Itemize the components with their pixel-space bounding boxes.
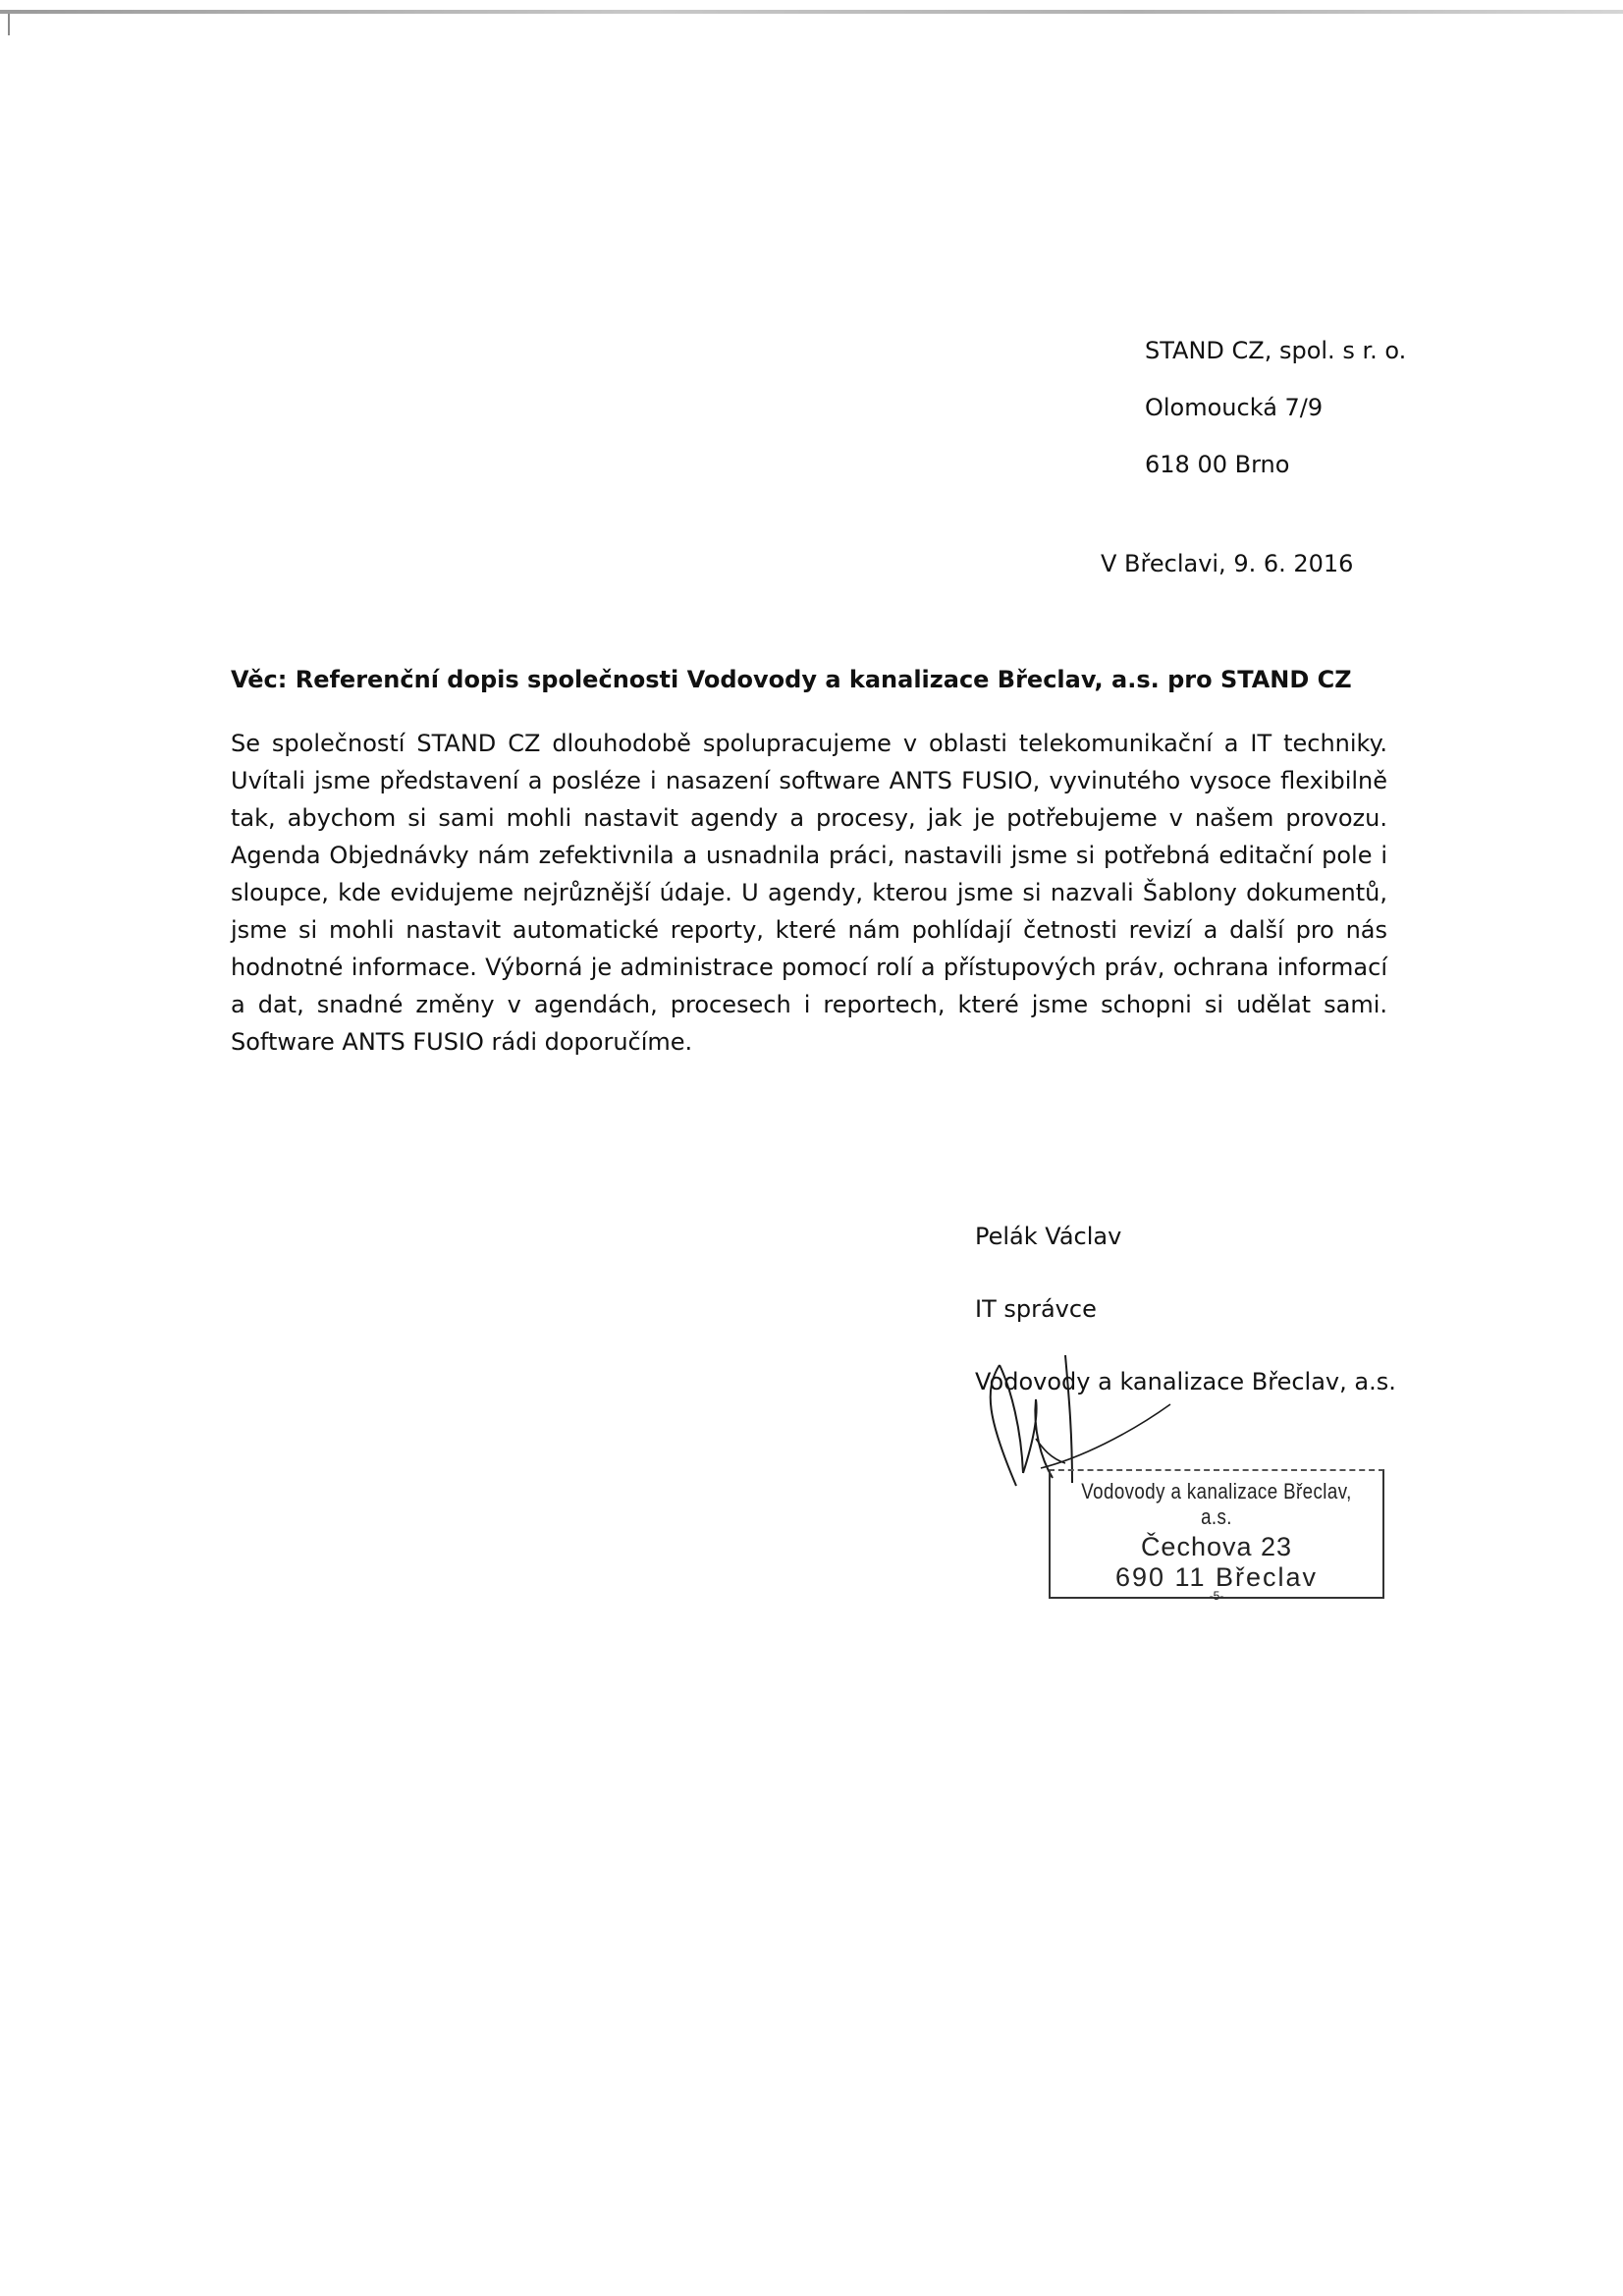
signatory-name: Pelák Václav bbox=[975, 1223, 1122, 1250]
stamp-number: -5- bbox=[1209, 1589, 1224, 1603]
letter-body: Se společností STAND CZ dlouhodobě spolupracujeme v oblasti telekomunikační a IT techniky. Uvítali jsme představení a posléze i nasazení software ANTS FUSIO, vyvinutého vysoce flexibilně tak, abychom si sami mohli nastavit agendy a procesy, jak je potřebujeme v našem provozu. Agenda Objednávky nám zefektivnila a usnadnila práci, nastavili jsme si potřebná editační pole i sloupce, kde evidujeme nejrůznější údaje. U agendy, kterou jsme si nazvali Šablony dokumentů, jsme si mohli nastavit automatické reporty, které nám pohlídají četnosti revizí a další pro nás hodnotné informace. Výborná je administrace pomocí rolí a přístupových práv, ochrana informací a dat, snadné změny v agendách, procesech i reportech, které jsme schopni si udělat sami. Software ANTS FUSIO rádi doporučíme. bbox=[231, 730, 1387, 1056]
addressee-city: 618 00 Brno bbox=[1145, 451, 1290, 478]
stamp-city: 690 11 Břeclav bbox=[1114, 1562, 1319, 1592]
place-date: V Břeclavi, 9. 6. 2016 bbox=[1101, 550, 1354, 577]
letter-subject: Věc: Referenční dopis společnosti Vodovody a kanalizace Břeclav, a.s. pro STAND CZ bbox=[231, 666, 1352, 693]
addressee-company: STAND CZ, spol. s r. o. bbox=[1145, 337, 1407, 364]
addressee-street: Olomoucká 7/9 bbox=[1145, 394, 1324, 421]
company-stamp bbox=[1049, 1469, 1384, 1603]
stamp-company: Vodovody a kanalizace Břeclav, a.s. bbox=[1081, 1479, 1352, 1529]
signatory-role: IT správce bbox=[975, 1295, 1097, 1323]
addressee-block bbox=[1145, 322, 1406, 493]
scan-edge-left bbox=[8, 14, 10, 35]
stamp-street: Čechova 23 bbox=[1140, 1532, 1293, 1561]
signatory-organization: Vodovody a kanalizace Břeclav, a.s. bbox=[975, 1368, 1396, 1395]
scan-edge-top bbox=[0, 10, 1623, 14]
